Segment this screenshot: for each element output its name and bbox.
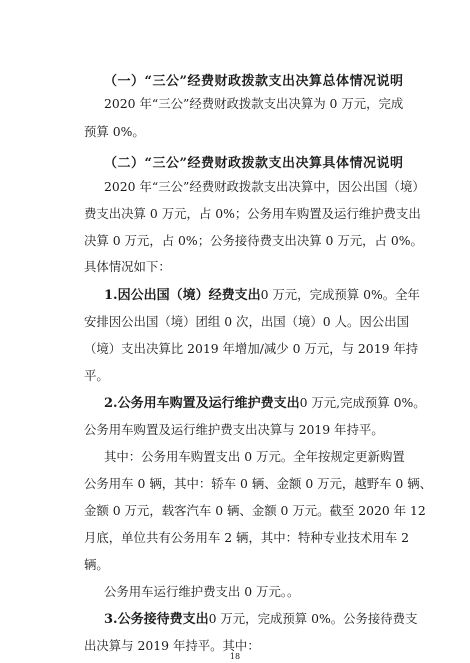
section-heading-1: （一）“三公”经费财政拨款支出决算总体情况说明 xyxy=(104,74,404,89)
subsection-title-1: 1.因公出国（境）经费支出 xyxy=(104,288,261,303)
paragraph-line xyxy=(104,287,420,304)
paragraph-line: 具体情况如下： xyxy=(84,259,171,274)
subsection-text: 0 万元，完成预算 0%。公务接待费支 xyxy=(208,611,418,626)
paragraph-line: 平。 xyxy=(84,368,109,383)
paragraph-line xyxy=(104,611,418,628)
paragraph-line: 2020 年“三公”经费财政拨款支出决算为 0 万元，完成 xyxy=(104,96,404,111)
paragraph-line: 安排因公出国（境）团组 0 次，出国（境）0 人。因公出国 xyxy=(84,314,409,329)
paragraph-line: 公务用车 0 辆，其中：轿车 0 辆、金额 0 万元，越野车 0 辆、 xyxy=(84,476,433,491)
paragraph-line xyxy=(104,395,426,412)
paragraph-line: 费支出决算 0 万元，占 0%；公务用车购置及运行维护费支出 xyxy=(84,206,421,221)
paragraph-line: 金额 0 万元，载客汽车 0 辆、金额 0 万元。截至 2020 年 12 xyxy=(84,503,426,518)
subsection-text: 0 万元，完成预算 0%。全年 xyxy=(260,287,420,302)
section-heading-2: （二）“三公”经费财政拨款支出决算具体情况说明 xyxy=(104,156,404,171)
paragraph-line: 月底，单位共有公务用车 2 辆，其中：特种专业技术用车 2 xyxy=(84,530,409,545)
subsection-text: 0 万元,完成预算 0%。 xyxy=(299,395,426,410)
paragraph-line: 辆。 xyxy=(84,557,109,572)
page-number: 18 xyxy=(229,652,241,661)
subsection-title-3: 3.公务接待费支出 xyxy=(104,612,209,627)
paragraph-line: 2020 年“三公”经费财政拨款支出决算中，因公出国（境） xyxy=(104,179,425,194)
paragraph-line: 公务用车运行维护费支出 0 万元。。 xyxy=(104,584,300,599)
paragraph-line: 出决算与 2019 年持平。其中： xyxy=(84,638,260,653)
paragraph-line: 决算 0 万元，占 0%；公务接待费支出决算 0 万元，占 0%。 xyxy=(84,233,423,248)
paragraph-line: 公务用车购置及运行维护费支出决算与 2019 年持平。 xyxy=(84,422,384,437)
paragraph-line: 预算 0%。 xyxy=(84,124,145,139)
paragraph-line: 其中：公务用车购置支出 0 万元。全年按规定更新购置 xyxy=(104,449,405,464)
paragraph-line: （境）支出决算比 2019 年增加/减少 0 万元，与 2019 年持 xyxy=(84,341,419,356)
subsection-title-2: 2.公务用车购置及运行维护费支出 xyxy=(104,396,300,411)
